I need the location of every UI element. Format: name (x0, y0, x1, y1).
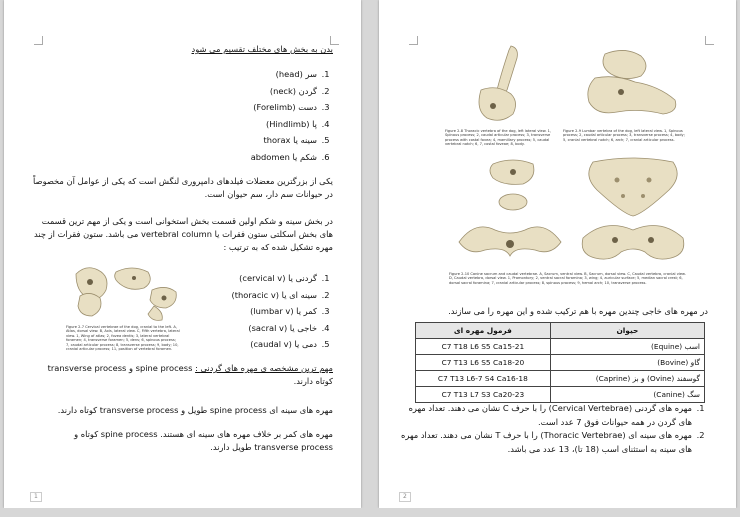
page-number: 1 (30, 492, 42, 502)
paragraph-sacral-intro: در مهره های خاجی چندین مهره با هم ترکیب شده و این مهره را می سازند. (448, 306, 708, 316)
list-item: 1. مهره های گردنی (Cervical Vertebrae) را با حرف C نشان می دهند. تعداد مهره های گردن در همه حیوانات فوق 7 عدد است. (394, 402, 694, 429)
figure-caption: Figure 2-9 Lumbar vertebra of the dog, left lateral view. 1, Spinous process; 2, caudal articular process; 3, transverse process; 4, body; 5, cranial vertebral notch; 6, arch; 7, cranial articular process. (563, 129, 685, 142)
table-row (416, 371, 705, 387)
list-item: 2. مهره های سینه ای (Thoracic Vertebrae) را با حرف T نشان می دهند. تعداد مهره های سینه به استثنای اسب (18 تا)، 13 عدد می باشد. (394, 429, 694, 456)
figure-caption: Figure 2-7 Cervical vertebrae of the dog, cranial to the left. A, Atlas, dorsal view. B, Axis, lateral view. C, Fifth vertebra, lateral view. 1, Wing of atlas; 2, fovea dentis; 3, lateral vertebral foramen; 4, transverse foramen; 5, dens; 6, spinous process; 7, caudal articular process; 8, transverse process; 9, body; 10, cranial articular process; 11, position of vertebral foramen. (66, 325, 180, 352)
sacrum-ventral-figure (455, 216, 565, 268)
animal-cell: گاو (Bovine) (550, 355, 704, 371)
body-parts-list (119, 66, 333, 165)
list-item: 2. گردن (neck) (119, 83, 319, 100)
list-item: 3. کمر یا (lumbar v) (169, 303, 319, 320)
crop-mark (409, 36, 418, 45)
viewer-bottom-strip (0, 508, 740, 517)
list-item: 4. پا (Hindlimb) (119, 116, 319, 133)
list-item: 2. سینه ای یا (thoracic v) (169, 287, 319, 304)
figure-caption: Figure 2-8 Thoracic vertebra of the dog, left lateral view. 1, Spinous process; 2, caudal articular process; 3, transverse process with costal fovea; 4, mamillary process; 5, caudal vertebral notch; 6, 7, costal foveae; 8, body. (445, 129, 552, 147)
cervical-vertebrae-figure (70, 262, 182, 324)
vertebrae-list (169, 270, 333, 353)
cervical-text: spine process و transverse process کوتاه دارند. (47, 363, 333, 386)
pelvis-figure (575, 218, 691, 268)
paragraph-thoracic: مهره های سینه ای spine process طویل و transverse process کوتاه دارند. (57, 405, 333, 415)
table-row (416, 355, 705, 371)
paragraph-lameness: یکی از بزرگترین معضلات فیلدهای دامپروری لنگش است که یکی از عوامل آن مخصوصاً در حیوانات سم دار، سم حیوان است. (33, 176, 333, 199)
table-row (416, 387, 705, 403)
figure-caption: Figure 2-10 Canine sacrum and caudal vertebrae. A, Sacrum, ventral view. B, Sacrum, dorsal view. C, Caudal vertebra, cranial view. D, Caudal vertebra, dorsal view. 1, Promontory; 2, ventral sacral foramina; 3, wing; 4, auricular surface; 5, median sacral crest; 6, dorsal sacral foramina; 7, cranial articular process; 8, spinous process; 9, hemal arch; 10, transverse process. (449, 272, 686, 285)
list-item: 4. خاجی یا (sacral v) (169, 320, 319, 337)
document-page-2 (379, 0, 736, 508)
formula-cell: C7 T13 L7 S3 Ca20-23 (416, 387, 551, 403)
paragraph-lumbar: مهره های کمر بر خلاف مهره های سینه ای هستند. spine process کوتاه و transverse process طویل دارند. (74, 429, 333, 452)
thoracic-vertebra-figure (471, 44, 531, 128)
document-page-1 (4, 0, 361, 508)
animal-cell: سگ (Canine) (550, 387, 704, 403)
page-number: 2 (399, 492, 411, 502)
paragraph-cervical (33, 362, 333, 388)
formula-cell: C7 T13 L6-7 S4 Ca16-18 (416, 371, 551, 387)
column-header-animal: حیوان (550, 323, 704, 339)
list-item: 1. سر (head) (119, 66, 319, 83)
column-header-formula: فرمول مهره ای (416, 323, 551, 339)
formula-cell: C7 T13 L6 S5 Ca18-20 (416, 355, 551, 371)
list-item: 6. شکم یا abdomen (119, 149, 319, 166)
vertebral-formula-table (415, 322, 705, 403)
caudal-vertebrae-figure (463, 156, 563, 216)
lumbar-vertebra-figure (575, 46, 685, 126)
sacrum-dorsal-figure (573, 156, 693, 218)
list-item: 1. گردنی یا (cervical v) (169, 270, 319, 287)
paragraph-vertebral-column: در بخش سینه و شکم اولین قسمت بخش استخوانی است و یکی از مهم ترین قسمت های بخش اسکلتی ستون فقرات یا vertebral column می باشد. ستون فقرات از چند مهره تشکیل شده که به ترتیب : (34, 216, 333, 252)
crop-mark (705, 36, 714, 45)
section-heading: بدن به بخش های مختلف تقسیم می شود (191, 44, 333, 54)
animal-cell: اسب (Equine) (550, 339, 704, 355)
list-item: 5. دمی یا (caudal v) (169, 336, 319, 353)
cervical-heading: مهم ترین مشخصه ی مهره های گردنی : (195, 363, 333, 373)
notes-list (394, 402, 708, 456)
formula-cell: C7 T18 L6 S5 Ca15-21 (416, 339, 551, 355)
table-row (416, 339, 705, 355)
list-item: 3. دست (Forelimb) (119, 99, 319, 116)
table-header-row (416, 323, 705, 339)
list-item: 5. سینه یا thorax (119, 132, 319, 149)
animal-cell: گوسفند (Ovine) و بز (Caprine) (550, 371, 704, 387)
